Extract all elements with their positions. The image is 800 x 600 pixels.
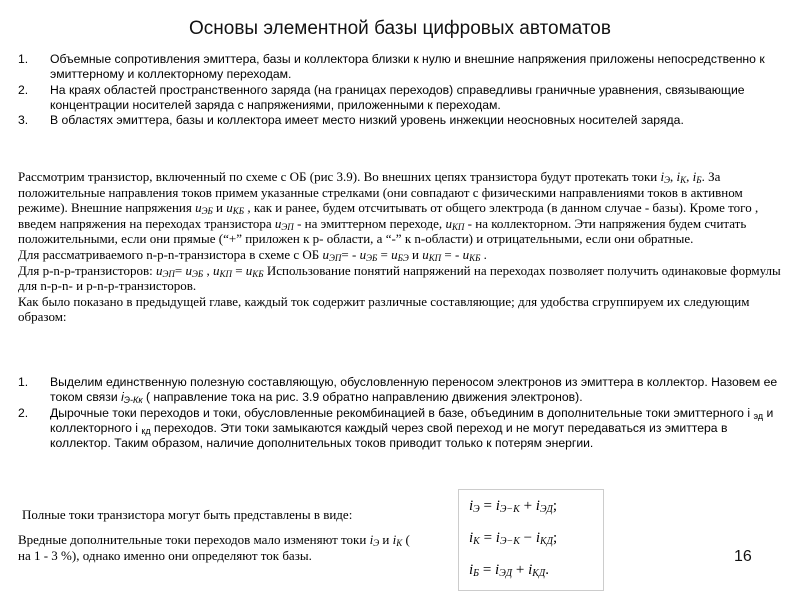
assumptions-list <box>18 52 788 128</box>
text-run: ( на 1 - 3 %), однако именно они определяют ток базы. <box>18 532 410 563</box>
formula-base: $i_Б = i_{ЭД} + i_{КД}$. <box>469 562 550 579</box>
text-run: Для рассматриваемого n-p-n-транзистора в схеме с ОБ <box>18 246 323 262</box>
list-item <box>18 52 788 83</box>
formula-emitter: $i_Э = i_{Э-К} + i_{ЭД}$; <box>469 498 558 515</box>
text-run: Использование понятий напряжений на переходах позволяет получить одинаковые формулы для n-p-n- и p-n-p-транзисторов. <box>18 262 781 294</box>
text-run: Для p-n-p-транзисторов: <box>18 262 157 278</box>
formula-box <box>458 489 604 591</box>
text-run: Дырочные токи переходов и токи, обусловленные рекомбинацией в базе, объединим в дополнительные токи эмиттерного i <box>50 405 754 420</box>
text-run: и коллекторного i <box>50 405 774 435</box>
text-run: , как и ранее, будем отсчитывать от общего электрода (в данном случае - базы). Кроме того , введем напряжения на переходах транзистора <box>18 200 759 231</box>
list-item <box>18 113 788 128</box>
text-run: - на эмиттерном переходе, <box>293 215 446 231</box>
formula-intro: Полные токи транзистора могут быть представлены в виде: <box>22 507 353 522</box>
text-run: - на коллекторном. Эти напряжения будем считать положительными, если они прямые (“+” приложен к р- области, а “-” к n-области) и отрицательными, если они обратные. <box>18 215 747 247</box>
text-run: Как было показано в предыдущей главе, каждый ток содержит различные составляющие; для удобства сгруппируем их следующим образом: <box>18 293 750 325</box>
text-run: переходов. Эти токи замыкаются каждый через свой переход и не могут передаваться из эмиттера в коллектор. Таким образом, наличие дополнительных токов приводит только к потерям энергии. <box>50 420 728 451</box>
text-run: и <box>408 246 423 262</box>
list-item-text: На краях областей пространственного заряда (на границах переходов) справедливы граничные уравнения, связывающие концентрации носителей заряда с напряжениями, приложенными к переходам. <box>50 82 745 112</box>
main-text: Рассмотрим транзистор, включенный по схеме с ОБ (рис 3.9). Во внешних цепях транзистора будут протекать токи $i_Э$, $i_К$, $i_Б$. За положительные направления токов примем указанные стрелками (они совпадают с физическими направлениями токов в активном режиме). Внешние напряжения $u_{ЭБ}$ и $u_{КБ}$ , как и ранее, будем отсчитывать от общего электрода (в данном случае - базы). Кроме того , введем напряжения на переходах транзистора $u_{ЭП}$ - на эмиттерном переходе, $u_{КП}$ - на коллекторном. Эти напряжения будем считать положительными, если они прямые (“+” приложен к р- области, а “-” к n-области) и отрицательными, если они обратные. Для рассматриваемого n-p-n-транзистора в схеме с ОБ $u_{ЭП}= - u_{ЭБ} = u_{БЭ}$ и $u_{КП}$ = - $u_{КБ}$ . Для p-n-p-транзисторов: $u_{ЭП}= u_{ЭБ}$ , $u_{КП} = u_{КБ}$ Использование понятий напряжений на переходах позволяет получить одинаковые формулы для n-p-n- и p-n-p-транзисторов. Как было показано в предыдущей главе, каждый ток содержит различные составляющие; для удобства сгруппируем их следующим образом: <box>18 169 781 325</box>
list-number: 1. <box>18 52 29 66</box>
list-item: 1. Выделим единственную полезную составляющую, обусловленную переносом электронов из эмиттера в коллектор. Назовем ее током связи $i_{Э-Кк}$ ( направление тока на рис. 3.9 обратно направлению движения электронов). <box>18 375 778 406</box>
list-item-text: Объемные сопротивления эмиттера, базы и коллектора близки к нулю и внешние напряжения приложены непосредственно к эмиттерному и коллекторному переходам. <box>50 52 765 82</box>
list-item-text: В областях эмиттера, базы и коллектора имеет место низкий уровень инжекции неосновных носителей заряда. <box>50 113 684 128</box>
text-run: и <box>379 532 393 547</box>
text-run: Рассмотрим транзистор, включенный по схеме с ОБ (рис 3.9). Во внешних цепях транзистора будут протекать токи <box>18 169 661 184</box>
text-run: и <box>212 200 227 216</box>
note-text: Вредные дополнительные токи переходов мало изменяют токи $i_Э$ и $i_К$ ( на 1 - 3 %), однако именно они определяют ток базы. <box>18 532 410 563</box>
list-number: 1. <box>18 375 29 389</box>
text-run: Вредные дополнительные токи переходов мало изменяют токи <box>18 532 370 547</box>
list-number: 2. <box>18 82 29 97</box>
page-number: 16 <box>734 548 752 565</box>
formula-collector: $i_К = i_{Э-К} - i_{КД}$; <box>469 530 558 547</box>
slide-title: Основы элементной базы цифровых автоматов <box>189 18 611 39</box>
list-item <box>18 83 788 114</box>
current-components-list <box>18 375 788 451</box>
text-run: . За положительные направления токов примем указанные стрелками (они совпадают с физическими направлениями токов в активном режиме). Внешние напряжения <box>18 169 743 216</box>
list-number: 2. <box>18 405 29 420</box>
text-run: Выделим единственную полезную составляющую, обусловленную переносом электронов из эмиттера в коллектор. Назовем ее током связи <box>50 375 778 405</box>
list-item: 2. Дырочные токи переходов и токи, обусловленные рекомбинацией в базе, объединим в дополнительные токи эмиттерного i $_{эд}$ и коллекторного i $_{кд}$ переходов. Эти токи замыкаются каждый через свой переход и не могут передаваться из эмиттера в коллектор. Таким образом, наличие дополнительных токов приводит только к потерям энергии. <box>18 405 774 451</box>
text-run: ( направление тока на рис. 3.9 обратно направлению движения электронов). <box>142 390 583 405</box>
list-number: 3. <box>18 113 29 128</box>
